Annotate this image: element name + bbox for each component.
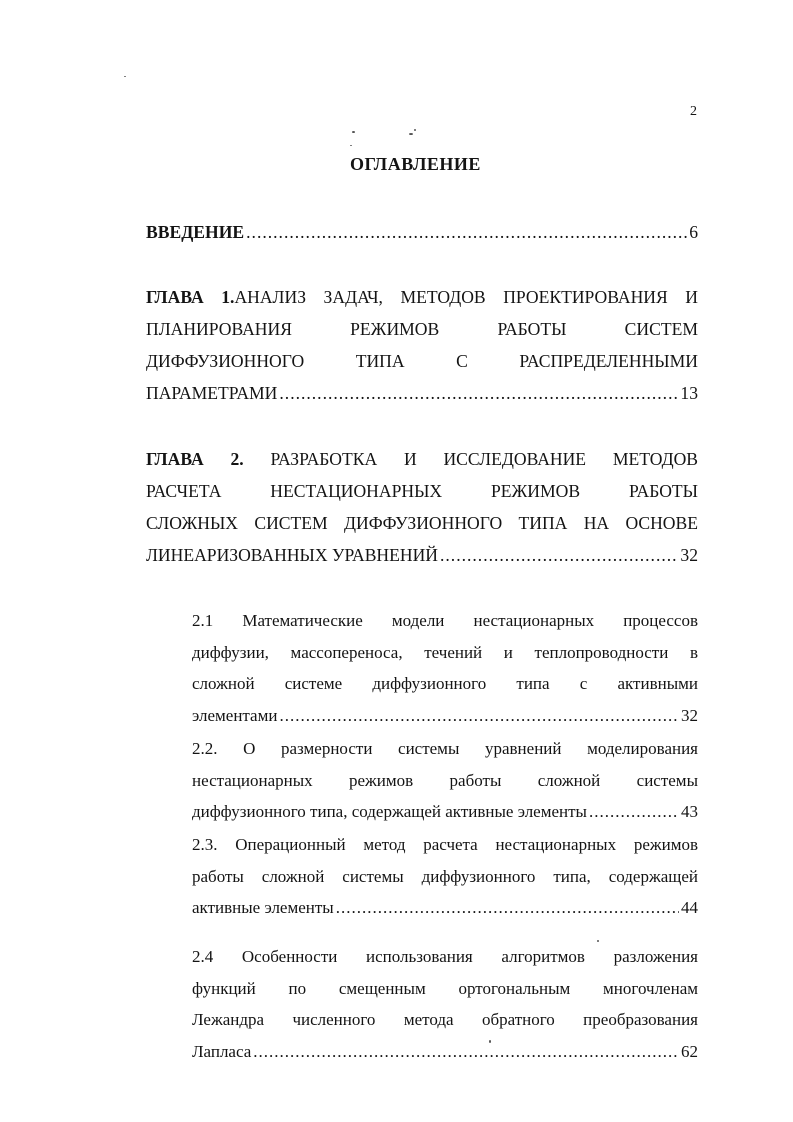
- toc-entry-chapter-2[interactable]: [146, 443, 698, 571]
- leader-dots: [246, 216, 687, 248]
- leader-dots: [279, 377, 678, 409]
- toc-line: ПАРАМЕТРАМИ: [146, 383, 278, 403]
- toc-line: Лежандра численного метода обратного преобразования: [192, 1010, 698, 1029]
- toc-line: СЛОЖНЫХ СИСТЕМ ДИФФУЗИОННОГО ТИПА НА ОСНОВЕ: [146, 513, 698, 533]
- toc-line: ПЛАНИРОВАНИЯ РЕЖИМОВ РАБОТЫ СИСТЕМ: [146, 319, 698, 339]
- toc-line: АНАЛИЗ ЗАДАЧ, МЕТОДОВ ПРОЕКТИРОВАНИЯ И: [234, 287, 698, 307]
- toc-entry-page: 13: [680, 383, 698, 403]
- chapter-prefix: ГЛАВА 1.: [146, 287, 235, 307]
- toc-entry-section-2-3[interactable]: [192, 829, 698, 924]
- toc-line: 2.4 Особенности использования алгоритмов разложения: [192, 947, 698, 966]
- toc-line: РАЗРАБОТКА И ИССЛЕДОВАНИЕ МЕТОДОВ: [270, 449, 699, 469]
- toc-entry-section-2-1[interactable]: [192, 605, 698, 731]
- toc-entry-page: 32: [680, 545, 698, 565]
- toc-line: РАСЧЕТА НЕСТАЦИОНАРНЫХ РЕЖИМОВ РАБОТЫ: [146, 481, 698, 501]
- toc-entry-chapter-1[interactable]: [146, 281, 698, 409]
- page-number: 2: [690, 104, 697, 119]
- leader-dots: [589, 796, 679, 828]
- toc-entry-section-2-4[interactable]: [192, 941, 698, 1067]
- toc-line: активные элементы: [192, 898, 334, 917]
- toc-line: работы сложной системы диффузионного типа, содержащей: [192, 866, 698, 886]
- toc-line: 2.1 Математические модели нестационарных процессов: [192, 611, 698, 630]
- toc-entry-section-2-2[interactable]: [192, 733, 698, 828]
- toc-entry-page: 44: [681, 898, 698, 917]
- leader-dots: [336, 892, 679, 924]
- toc-line: ЛИНЕАРИЗОВАННЫХ УРАВНЕНИЙ: [146, 545, 438, 565]
- toc-line: элементами: [192, 705, 278, 725]
- toc-line: нестационарных режимов работы сложной системы: [192, 770, 698, 790]
- toc-entry-page: 32: [681, 705, 698, 725]
- toc-entry-introduction[interactable]: [146, 216, 698, 248]
- toc-line: диффузионного типа, содержащей активные элементы: [192, 802, 587, 821]
- leader-dots: [253, 1036, 679, 1068]
- toc-entry-page: 62: [681, 1041, 698, 1061]
- toc-entry-page: 6: [689, 222, 698, 242]
- toc-entry-page: 43: [681, 802, 698, 821]
- toc-line: ДИФФУЗИОННОГО ТИПА С РАСПРЕДЕЛЕННЫМИ: [146, 351, 698, 371]
- toc-line: 2.2. О размерности системы уравнений моделирования: [192, 739, 698, 758]
- toc-line: диффузии, массопереноса, течений и теплопроводности в: [192, 642, 698, 662]
- toc-line: Лапласа: [192, 1041, 252, 1061]
- toc-entry-label: ВВЕДЕНИЕ: [146, 222, 245, 242]
- toc-line: функций по смещенным ортогональным многочленам: [192, 978, 698, 998]
- leader-dots: [279, 700, 679, 732]
- toc-line: сложной системе диффузионного типа с активными: [192, 674, 698, 693]
- toc-line: 2.3. Операционный метод расчета нестационарных режимов: [192, 835, 698, 854]
- leader-dots: [440, 539, 678, 571]
- chapter-prefix: ГЛАВА 2.: [146, 449, 244, 469]
- table-of-contents-title: ОГЛАВЛЕНИЕ: [350, 154, 481, 174]
